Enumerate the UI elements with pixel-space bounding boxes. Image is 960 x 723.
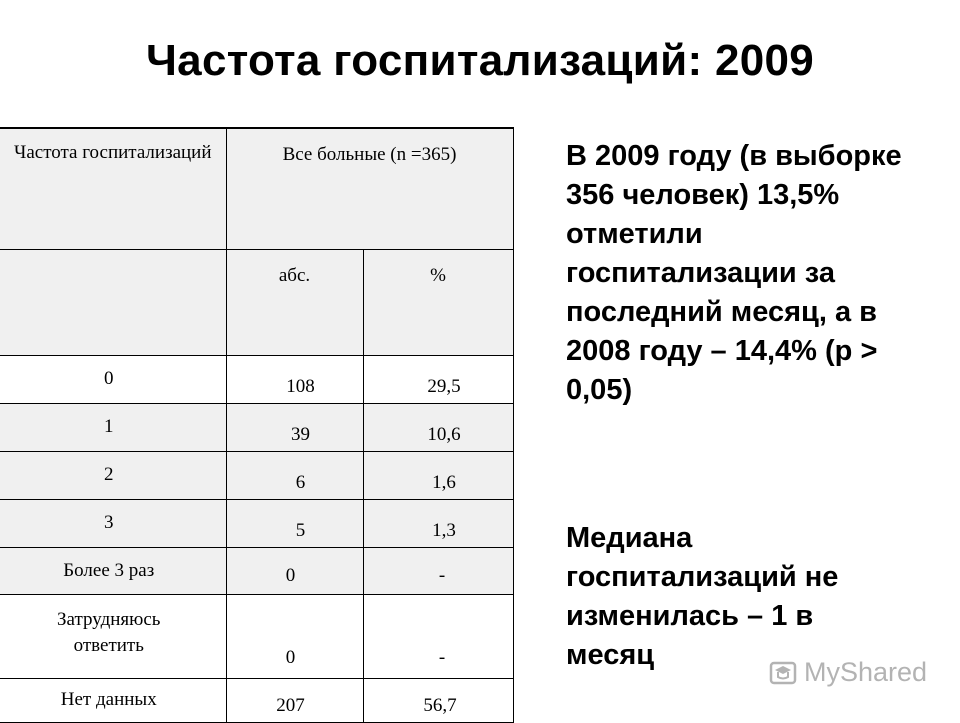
row-label: 3 (104, 511, 114, 533)
table-row (0, 403, 513, 451)
mortarboard-icon (768, 658, 798, 688)
row-label: 1 (104, 415, 114, 437)
row-pct-cell (363, 355, 513, 403)
header-all-patients-cell (226, 128, 513, 249)
table-row (0, 547, 513, 594)
row-abs: 207 (276, 694, 305, 716)
table-row (0, 451, 513, 499)
row-label-cell (0, 499, 226, 547)
row-abs: 0 (285, 564, 296, 586)
header-frequency-cell (0, 128, 226, 249)
row-pct: - (438, 646, 446, 668)
row-pct-cell (363, 403, 513, 451)
table-header-row (0, 128, 513, 249)
row-pct-cell (363, 547, 513, 594)
subheader-abs-cell (226, 249, 363, 355)
subheader-pct-cell (363, 249, 513, 355)
row-abs-cell (226, 499, 363, 547)
row-pct: 56,7 (423, 694, 457, 716)
row-pct: 29,5 (427, 375, 461, 397)
median-paragraph: Медиана госпитализаций не изменилась – 1 в месяц (566, 522, 839, 671)
row-label-cell (0, 355, 226, 403)
row-abs: 108 (286, 375, 315, 397)
watermark (768, 657, 927, 688)
table-row (0, 594, 513, 678)
row-pct-cell (363, 499, 513, 547)
row-label-cell (0, 403, 226, 451)
table-subheader-row (0, 249, 513, 355)
row-abs: 6 (295, 471, 306, 493)
header-all-patients: Все больные (n =365) (282, 144, 457, 165)
row-abs-cell (226, 678, 363, 722)
row-pct-cell (363, 678, 513, 722)
row-abs: 5 (295, 519, 306, 541)
row-label-cell (0, 678, 226, 722)
subheader-empty-cell (0, 249, 226, 355)
row-label-cell (0, 547, 226, 594)
row-abs-cell (226, 355, 363, 403)
table-row (0, 355, 513, 403)
row-label: Нет данных (60, 688, 157, 710)
summary-paragraph: В 2009 году (в выборке 356 человек) 13,5% отметили госпитализации за последний месяц, а в 2008 году – 14,4% (р > 0,05) (566, 140, 902, 406)
subheader-abs: абс. (278, 264, 311, 286)
row-abs-cell (226, 403, 363, 451)
row-label: 0 (104, 367, 114, 389)
row-label-cell (0, 594, 226, 678)
row-pct-cell (363, 594, 513, 678)
table-row (0, 678, 513, 722)
row-pct: 10,6 (427, 423, 461, 445)
row-abs-cell (226, 594, 363, 678)
table-row (0, 499, 513, 547)
row-label: Более 3 раз (63, 559, 155, 581)
row-label: 2 (104, 463, 114, 485)
row-pct: 1,6 (432, 471, 456, 493)
slide-title: Частота госпитализаций: 2009 (145, 36, 815, 85)
row-label: Затрудняюсь ответить (57, 608, 161, 657)
subheader-pct: % (430, 264, 446, 286)
row-label-cell (0, 451, 226, 499)
row-abs-cell (226, 547, 363, 594)
row-pct: - (438, 564, 446, 586)
row-pct: 1,3 (432, 519, 456, 541)
row-pct-cell (363, 451, 513, 499)
row-abs-cell (226, 451, 363, 499)
row-abs: 39 (291, 423, 310, 445)
hospitalization-table (0, 127, 514, 723)
row-abs: 0 (285, 646, 296, 668)
header-frequency: Частота госпитализаций (13, 142, 212, 163)
watermark-text: MyShared (804, 657, 928, 687)
